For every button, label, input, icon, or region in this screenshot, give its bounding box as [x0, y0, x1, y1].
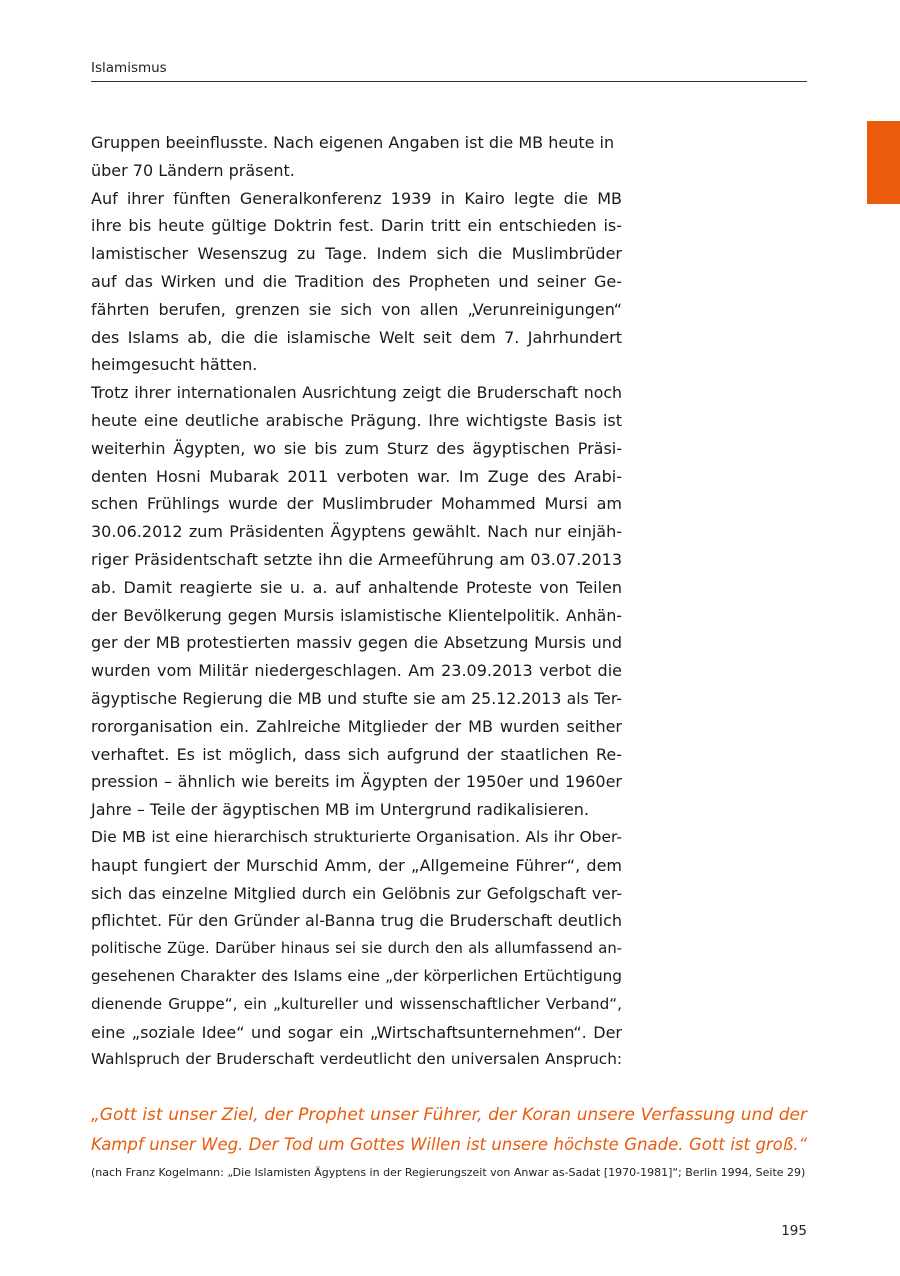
running-title: Islamismus	[91, 60, 167, 76]
body-line: ihre bis heute gültige Doktrin fest. Darin tritt ein entschieden is-	[91, 216, 622, 236]
body-text	[91, 129, 622, 1074]
body-line: des Islams ab, die die islamische Welt seit dem 7. Jahrhundert	[91, 327, 622, 347]
motto-quote	[91, 1101, 807, 1159]
header-rule	[91, 81, 807, 82]
body-line: pression – ähnlich wie bereits im Ägypten der 1950er und 1960er	[91, 772, 622, 792]
body-line: weiterhin Ägypten, wo sie bis zum Sturz des ägyptischen Präsi-	[91, 438, 622, 458]
body-line: lamistischer Wesenszug zu Tage. Indem sich die Muslimbrüder	[91, 244, 622, 264]
body-line: rororganisation ein. Zahlreiche Mitglieder der MB wurden seither	[91, 716, 622, 736]
body-line: ger der MB protestierten massiv gegen die Absetzung Mursis und	[91, 633, 622, 653]
body-line: Auf ihrer fünften Generalkonferenz 1939 in Kairo legte die MB	[91, 188, 622, 208]
body-line: pflichtet. Für den Gründer al-Banna trug die Bruderschaft deutlich	[91, 911, 622, 931]
body-line: 30.06.2012 zum Präsidenten Ägyptens gewählt. Nach nur einjäh-	[91, 522, 622, 542]
body-line: schen Frühlings wurde der Muslimbruder Mohammed Mursi am	[91, 494, 622, 514]
quote-citation: (nach Franz Kogelmann: „Die Islamisten Ägyptens in der Regierungszeit von Anwar as-Sadat [1970-1981]“; Berlin 1994, Seite 29)	[91, 1166, 806, 1179]
body-line: Wahlspruch der Bruderschaft verdeutlicht den universalen Anspruch:	[91, 1050, 622, 1069]
body-line: wurden vom Militär niedergeschlagen. Am 23.09.2013 verbot die	[91, 661, 622, 681]
body-line: haupt fungiert der Murschid Amm, der „Allgemeine Führer“, dem	[91, 855, 622, 875]
body-line: der Bevölkerung gegen Mursis islamistische Klientelpolitik. Anhän-	[91, 605, 622, 625]
body-line: Trotz ihrer internationalen Ausrichtung zeigt die Bruderschaft noch	[91, 383, 622, 403]
body-line: heimgesucht hätten.	[91, 355, 258, 375]
body-line: riger Präsidentschaft setzte ihn die Armeeführung am 03.07.2013	[91, 549, 622, 569]
body-line: auf das Wirken und die Tradition des Propheten und seiner Ge-	[91, 271, 622, 291]
body-line: ab. Damit reagierte sie u. a. auf anhaltende Proteste von Teilen	[91, 577, 622, 597]
body-line: denten Hosni Mubarak 2011 verboten war. Im Zuge des Arabi-	[91, 466, 622, 486]
body-line: heute eine deutliche arabische Prägung. Ihre wichtigste Basis ist	[91, 410, 622, 430]
body-line: fährten berufen, grenzen sie sich von allen „Verunreinigungen“	[91, 299, 622, 319]
body-line: ägyptische Regierung die MB und stufte sie am 25.12.2013 als Ter-	[91, 688, 622, 708]
body-line: Die MB ist eine hierarchisch strukturierte Organisation. Als ihr Ober-	[91, 827, 622, 846]
body-line: politische Züge. Darüber hinaus sei sie durch den als allumfassend an-	[91, 940, 622, 958]
body-line: dienende Gruppe“, ein „kultureller und wissenschaftlicher Verband“,	[91, 994, 622, 1013]
chapter-tab-marker	[867, 121, 900, 204]
body-line: verhaftet. Es ist möglich, dass sich aufgrund der staatlichen Re-	[91, 744, 622, 764]
body-line: über 70 Ländern präsent.	[91, 160, 295, 180]
body-line: gesehenen Charakter des Islams eine „der körperlichen Ertüchtigung	[91, 966, 622, 985]
body-line: eine „soziale Idee“ und sogar ein „Wirtschaftsunternehmen“. Der	[91, 1022, 622, 1042]
quote-line: Kampf unser Weg. Der Tod um Gottes Willen ist unsere höchste Gnade. Gott ist groß.“	[91, 1135, 807, 1154]
quote-line: „Gott ist unser Ziel, der Prophet unser Führer, der Koran unsere Verfassung und der	[91, 1105, 807, 1125]
body-line: Gruppen beeinflusste. Nach eigenen Angaben ist die MB heute in	[91, 133, 615, 152]
page-number: 195	[781, 1223, 807, 1239]
body-line: Jahre – Teile der ägyptischen MB im Untergrund radikalisieren.	[91, 800, 590, 820]
body-line: sich das einzelne Mitglied durch ein Gelöbnis zur Gefolgschaft ver-	[91, 883, 622, 903]
